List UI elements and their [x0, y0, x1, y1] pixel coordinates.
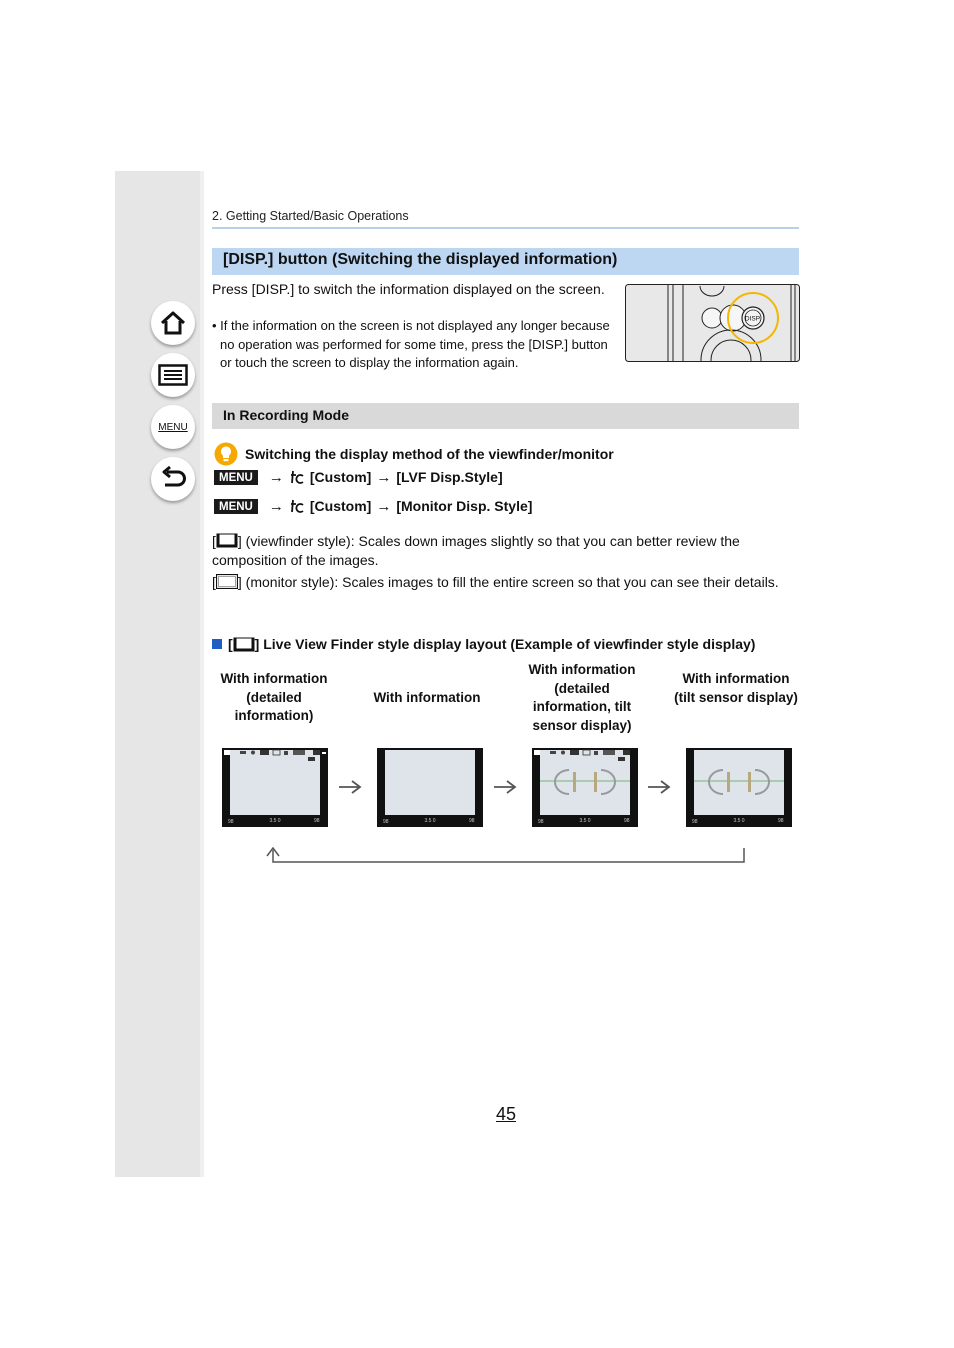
monitor-style-icon [216, 574, 238, 589]
menu-path-lvf [214, 467, 503, 487]
bracket-open: [ [212, 574, 216, 590]
arrow: → [268, 497, 284, 515]
viewfinder-style-icon [233, 637, 255, 652]
list-icon [158, 364, 188, 386]
screen-readout-left: 98 [692, 819, 698, 825]
menu-path-monitor [214, 496, 532, 516]
screen-readout-right: 98 [314, 818, 320, 824]
screen-detailed-tilt [532, 748, 638, 827]
screen-detailed-info [222, 748, 328, 827]
back-arrow-icon [159, 466, 187, 492]
screen-info-icons [686, 748, 792, 827]
home-button[interactable] [151, 301, 195, 345]
screen-readout-right: 98 [624, 818, 630, 824]
custom-fc-icon [289, 498, 305, 514]
menu-path-custom: [Custom] [309, 498, 372, 514]
screen-readout-left: 98 [538, 819, 544, 825]
contents-button[interactable] [151, 353, 195, 397]
column-label-tilt: With information (tilt sensor display) [674, 671, 798, 705]
column-label-detailed-tilt: With information (detailed information, tilt sensor display) [528, 662, 636, 733]
viewfinder-style-text: ] (viewfinder style): Scales down images slightly so that you can better review the composition of the images. [212, 533, 740, 568]
screen-readout-left: 98 [383, 819, 389, 825]
menu-badge: MENU [214, 499, 258, 514]
tip-title-row [214, 442, 614, 466]
sidebar-edge [200, 171, 204, 1177]
right-arrow-icon [493, 779, 517, 795]
screen-readout-right: 98 [469, 818, 475, 824]
screen-readout-right: 98 [778, 818, 784, 824]
menu-button[interactable] [151, 405, 195, 449]
screen-info-icons [532, 748, 638, 827]
viewfinder-style-icon [216, 533, 238, 548]
arrow: → [268, 468, 284, 486]
screen-readout-center: 3.5 0 [269, 818, 281, 824]
intro-text: Press [DISP.] to switch the information displayed on the screen. [212, 281, 605, 297]
screen-tilt [686, 748, 792, 827]
disp-button-label: DISP. [744, 315, 762, 323]
camera-body-illustration [625, 284, 800, 362]
custom-fc-icon [289, 469, 305, 485]
viewfinder-style-description [212, 532, 792, 570]
menu-path-lvf-item: [LVF Disp.Style] [396, 469, 503, 485]
screen-info [377, 748, 483, 827]
screen-readout-center: 3.5 0 [733, 818, 745, 824]
breadcrumb: 2. Getting Started/Basic Operations [212, 209, 409, 223]
column-label-info: With information [373, 690, 481, 705]
lightbulb-icon [214, 442, 238, 466]
screen-readout-left: 98 [228, 819, 234, 825]
screen-info-icons [377, 748, 483, 827]
monitor-style-description [212, 573, 792, 592]
menu-label: MENU [158, 421, 188, 433]
menu-badge: MENU [214, 470, 258, 485]
screen-readout-center: 3.5 0 [424, 818, 436, 824]
header-rule [212, 227, 799, 229]
layout-title-text: ] Live View Finder style display layout (Example of viewfinder style display) [254, 636, 756, 652]
back-button[interactable] [151, 457, 195, 501]
column-label-detailed: With information (detailed information) [220, 671, 328, 723]
right-arrow-icon [647, 779, 671, 795]
note-text: • If the information on the screen is not displayed any longer because no operation was performed for some time, press the [DISP.] button or touch the screen to display the information again. [212, 318, 610, 370]
arrow: → [376, 497, 392, 515]
menu-path-custom: [Custom] [309, 469, 372, 485]
menu-path-monitor-item: [Monitor Disp. Style] [396, 498, 533, 514]
section-title: [DISP.] button (Switching the displayed information) [212, 248, 799, 275]
loop-back-arrow-icon [262, 845, 752, 867]
blue-bullet-icon [212, 639, 222, 649]
layout-title [212, 636, 755, 652]
recording-mode-header: In Recording Mode [212, 403, 799, 429]
bracket-open: [ [228, 636, 233, 652]
home-icon [159, 310, 187, 336]
bracket-open: [ [212, 533, 216, 549]
page-number: 45 [495, 1104, 517, 1124]
screen-readout-center: 3.5 0 [579, 818, 591, 824]
right-arrow-icon [338, 779, 362, 795]
monitor-style-text: ] (monitor style): Scales images to fill the entire screen so that you can see their details. [237, 574, 779, 590]
tip-title: Switching the display method of the viewfinder/monitor [245, 446, 614, 462]
arrow: → [376, 468, 392, 486]
screen-info-icons [222, 748, 328, 827]
